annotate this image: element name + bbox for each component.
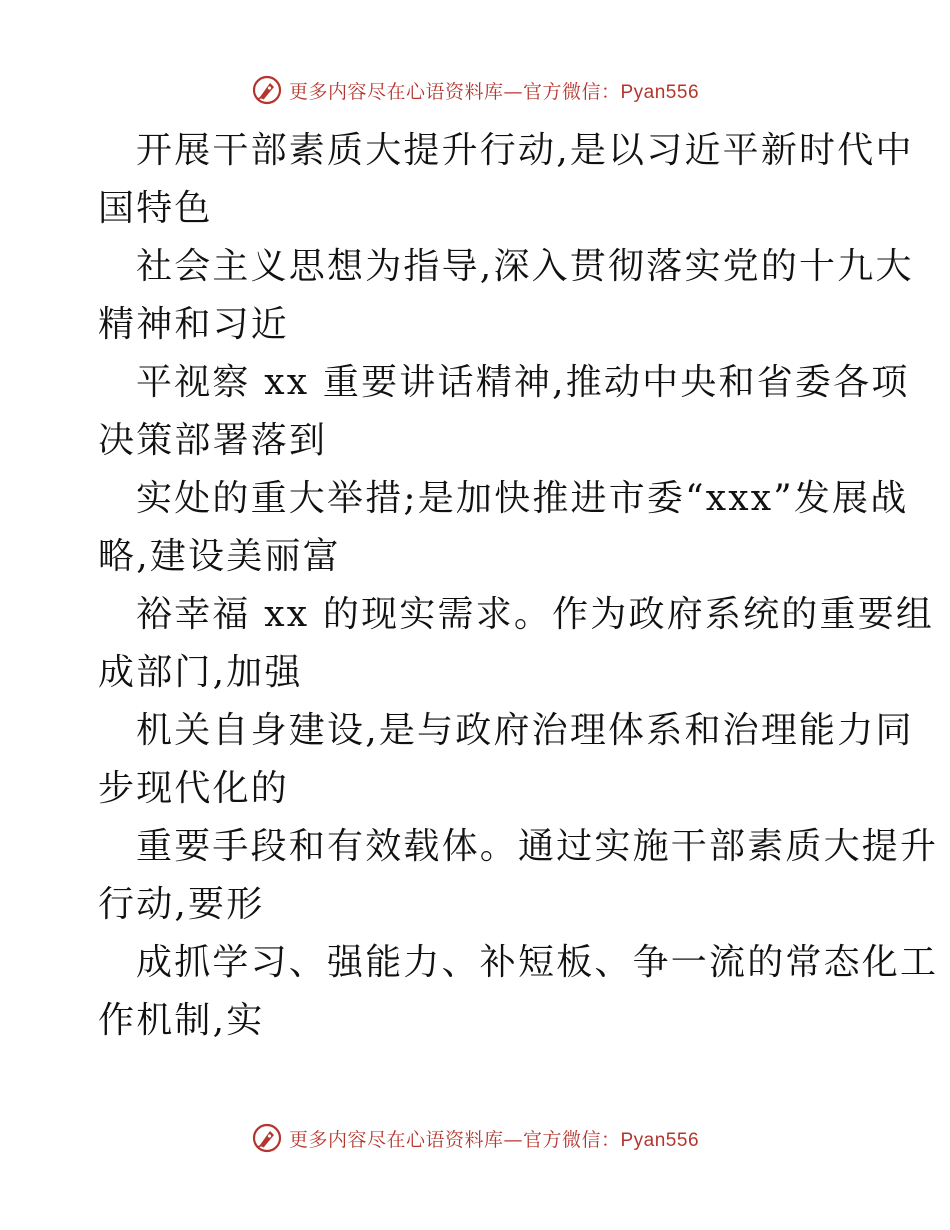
- paragraph-line: 作机制,实: [98, 1000, 265, 1041]
- watermark-text: [289, 77, 699, 104]
- paragraph: [98, 818, 939, 934]
- paragraph-line: 成抓学习、强能力、补短板、争一流的常态化工: [136, 942, 939, 983]
- document-body: [98, 122, 939, 1050]
- watermark-wechat-id: Pyan556: [620, 1129, 700, 1151]
- header-watermark: [0, 70, 950, 110]
- paragraph: [98, 122, 914, 238]
- paragraph-line: 平视察 xx 重要讲话精神,推动中央和省委各项: [136, 362, 910, 403]
- watermark-label: 更多内容尽在心语资料库—官方微信：: [288, 1128, 621, 1151]
- paragraph-line: 实处的重大举措;是加快推进市委“xxx”发展战: [136, 478, 909, 519]
- paragraph-line: 重要手段和有效载体。通过实施干部素质大提升: [136, 826, 939, 867]
- pen-nib-circle-icon: [251, 1122, 283, 1154]
- watermark-label: 更多内容尽在心语资料库—官方微信：: [288, 80, 621, 103]
- paragraph-line: 步现代化的: [98, 768, 290, 809]
- watermark-text: [289, 1125, 699, 1152]
- paragraph-line: 行动,要形: [98, 884, 265, 925]
- paragraph: [98, 238, 914, 354]
- paragraph-line: 开展干部素质大提升行动,是以习近平新时代中: [136, 130, 914, 171]
- watermark-wechat-id: Pyan556: [620, 81, 700, 103]
- paragraph-line: 国特色: [98, 188, 213, 229]
- paragraph: [98, 702, 914, 818]
- paragraph-line: 精神和习近: [98, 304, 290, 345]
- paragraph: [98, 470, 909, 586]
- pen-nib-circle-icon: [251, 74, 283, 106]
- paragraph-line: 略,建设美丽富: [98, 536, 341, 577]
- paragraph: [98, 934, 939, 1050]
- paragraph-line: 社会主义思想为指导,深入贯彻落实党的十九大: [136, 246, 914, 287]
- paragraph-line: 决策部署落到: [98, 420, 328, 461]
- paragraph-line: 成部门,加强: [98, 652, 303, 693]
- footer-watermark: [0, 1118, 950, 1158]
- paragraph: [98, 586, 935, 702]
- paragraph: [98, 354, 910, 470]
- paragraph-line: 裕幸福 xx 的现实需求。作为政府系统的重要组: [136, 594, 935, 635]
- paragraph-line: 机关自身建设,是与政府治理体系和治理能力同: [136, 710, 914, 751]
